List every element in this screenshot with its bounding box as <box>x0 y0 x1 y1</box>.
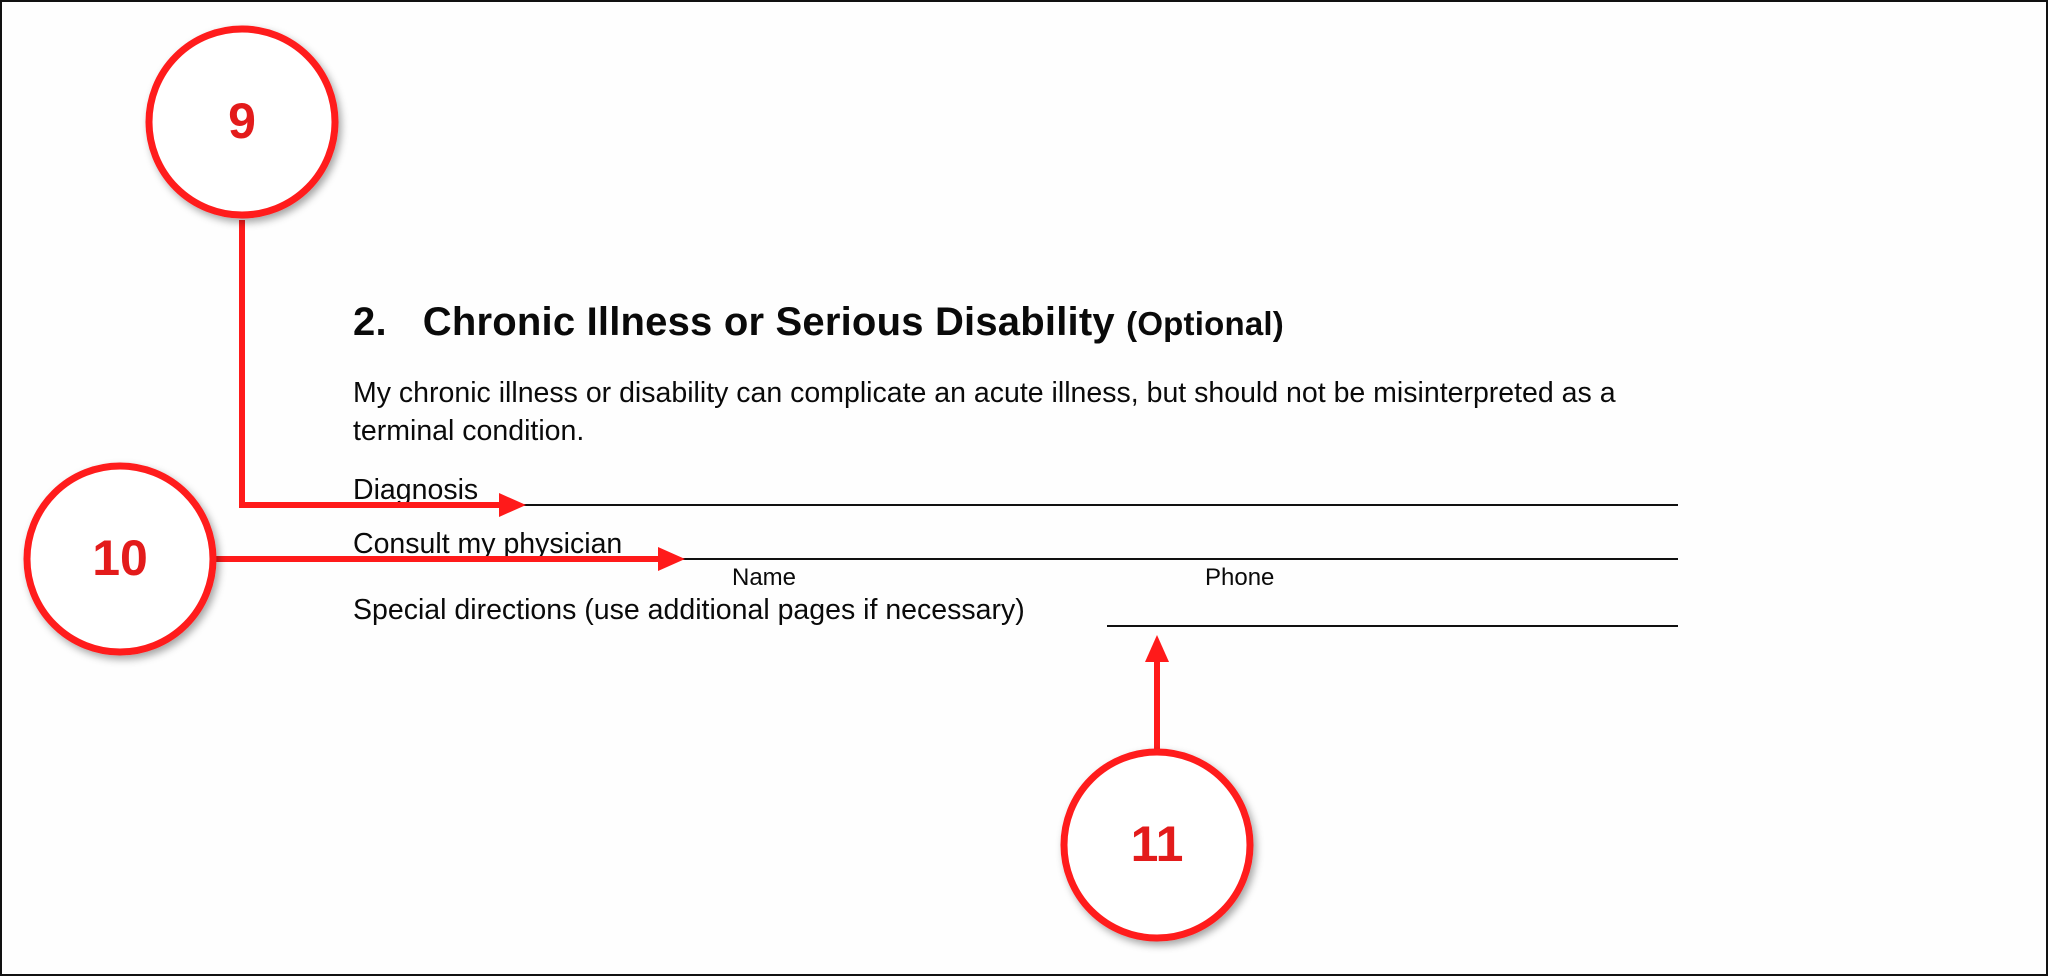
physician-label: Consult my physician <box>353 528 623 560</box>
callout-11-number: 11 <box>1130 816 1184 872</box>
section-number: 2. <box>353 300 387 344</box>
diagnosis-label: Diagnosis <box>353 474 479 506</box>
callout-9-arrow <box>242 220 526 517</box>
callout-10-number: 10 <box>92 530 148 586</box>
special-directions-label: Special directions (use additional pages if necessary) <box>353 594 1025 626</box>
physician-name-caption: Name <box>732 564 797 591</box>
section-description: My chronic illness or disability can complicate an acute illness, but should not be misinterpreted as a terminal condition. <box>353 377 1616 447</box>
section-optional-tag: (Optional) <box>1126 305 1284 342</box>
callout-11-arrow <box>1145 635 1169 752</box>
physician-phone-caption: Phone <box>1205 564 1275 591</box>
callout-9-number: 9 <box>228 93 256 149</box>
callout-10-arrow <box>210 547 685 571</box>
section-title: Chronic Illness or Serious Disability <box>422 300 1115 344</box>
